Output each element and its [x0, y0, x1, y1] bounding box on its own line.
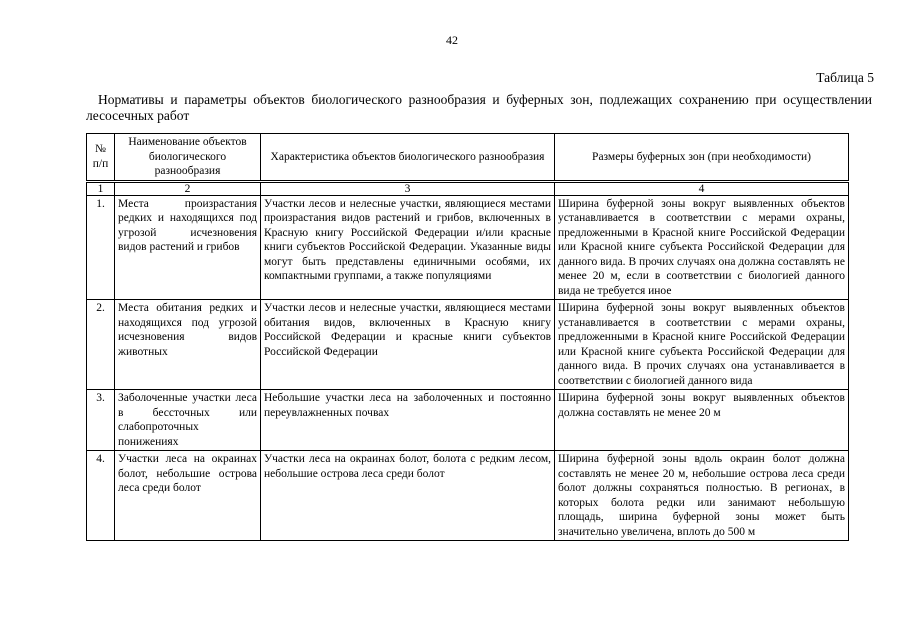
header-characteristic: Характеристика объектов биологического разнообразия: [261, 134, 555, 182]
column-number: 4: [555, 181, 849, 195]
buffer-zone-size: Ширина буферной зоны вокруг выявленных объектов устанавливается в соответствии с мерами охраны, предложенными в Красной книге Российской Федерации или Красной книге субъекта Российской Федерации для данного вида. В прочих случаях она должна составлять не менее 20 м, если в соответствии с биологией данного вида не требуется иное: [555, 195, 849, 300]
table-caption: Нормативы и параметры объектов биологического разнообразия и буферных зон, подлежащих сохранению при осуществлении лесосечных работ: [86, 92, 872, 123]
table-row: [87, 300, 849, 390]
table-row: [87, 390, 849, 451]
norms-table: [86, 133, 849, 541]
object-characteristic: Участки лесов и нелесные участки, являющиеся местами произрастания видов растений и грибов, включенных в Красную книгу Российской Федерации и/или красные книги субъектов Российской Федерации. Указанные виды могут быть представлены единичными особями, их компактными группами, а также популяциями: [261, 195, 555, 300]
row-number: 2.: [87, 300, 115, 390]
buffer-zone-size: Ширина буферной зоны вокруг выявленных объектов устанавливается в соответствии с мерами охраны, предложенными в Красной книге Российской Федерации или Красной книге субъекта Российской Федерации для данного вида. В прочих случаях она устанавливается в соответствии с биологией данного вида: [555, 300, 849, 390]
column-number: 2: [115, 181, 261, 195]
row-number: 3.: [87, 390, 115, 451]
column-number: 3: [261, 181, 555, 195]
object-characteristic: Участки лесов и нелесные участки, являющиеся местами обитания видов, включенных в Красную книгу Российской Федерации и красные книги субъектов Российской Федерации: [261, 300, 555, 390]
object-name: Заболоченные участки леса в бессточных или слабопроточных понижениях: [115, 390, 261, 451]
buffer-zone-size: Ширина буферной зоны вдоль окраин болот должна составлять не менее 20 м, небольшие острова леса среди болот должны сохраняться полностью. В регионах, в которых болота редки или занимают небольшую площадь, ширина буферной зоны может быть значительно увеличена, вплоть до 500 м: [555, 451, 849, 541]
column-number-row: [87, 181, 849, 195]
table-row: [87, 451, 849, 541]
object-name: Места произрастания редких и находящихся под угрозой исчезновения видов растений и грибов: [115, 195, 261, 300]
page-number: 42: [446, 33, 458, 47]
header-row: [87, 134, 849, 182]
row-number: 4.: [87, 451, 115, 541]
object-name: Участки леса на окраинах болот, небольшие острова леса среди болот: [115, 451, 261, 541]
header-num: № п/п: [87, 134, 115, 182]
header-name: Наименование объектов биологического разнообразия: [115, 134, 261, 182]
buffer-zone-size: Ширина буферной зоны вокруг выявленных объектов должна составлять не менее 20 м: [555, 390, 849, 451]
table-label: Таблица 5: [816, 70, 874, 85]
object-characteristic: Небольшие участки леса на заболоченных и постоянно переувлажненных почвах: [261, 390, 555, 451]
object-characteristic: Участки леса на окраинах болот, болота с редким лесом, небольшие острова леса среди болот: [261, 451, 555, 541]
row-number: 1.: [87, 195, 115, 300]
column-number: 1: [87, 181, 115, 195]
object-name: Места обитания редких и находящихся под угрозой исчезновения видов животных: [115, 300, 261, 390]
table-row: [87, 195, 849, 300]
header-buffer: Размеры буферных зон (при необходимости): [555, 134, 849, 182]
